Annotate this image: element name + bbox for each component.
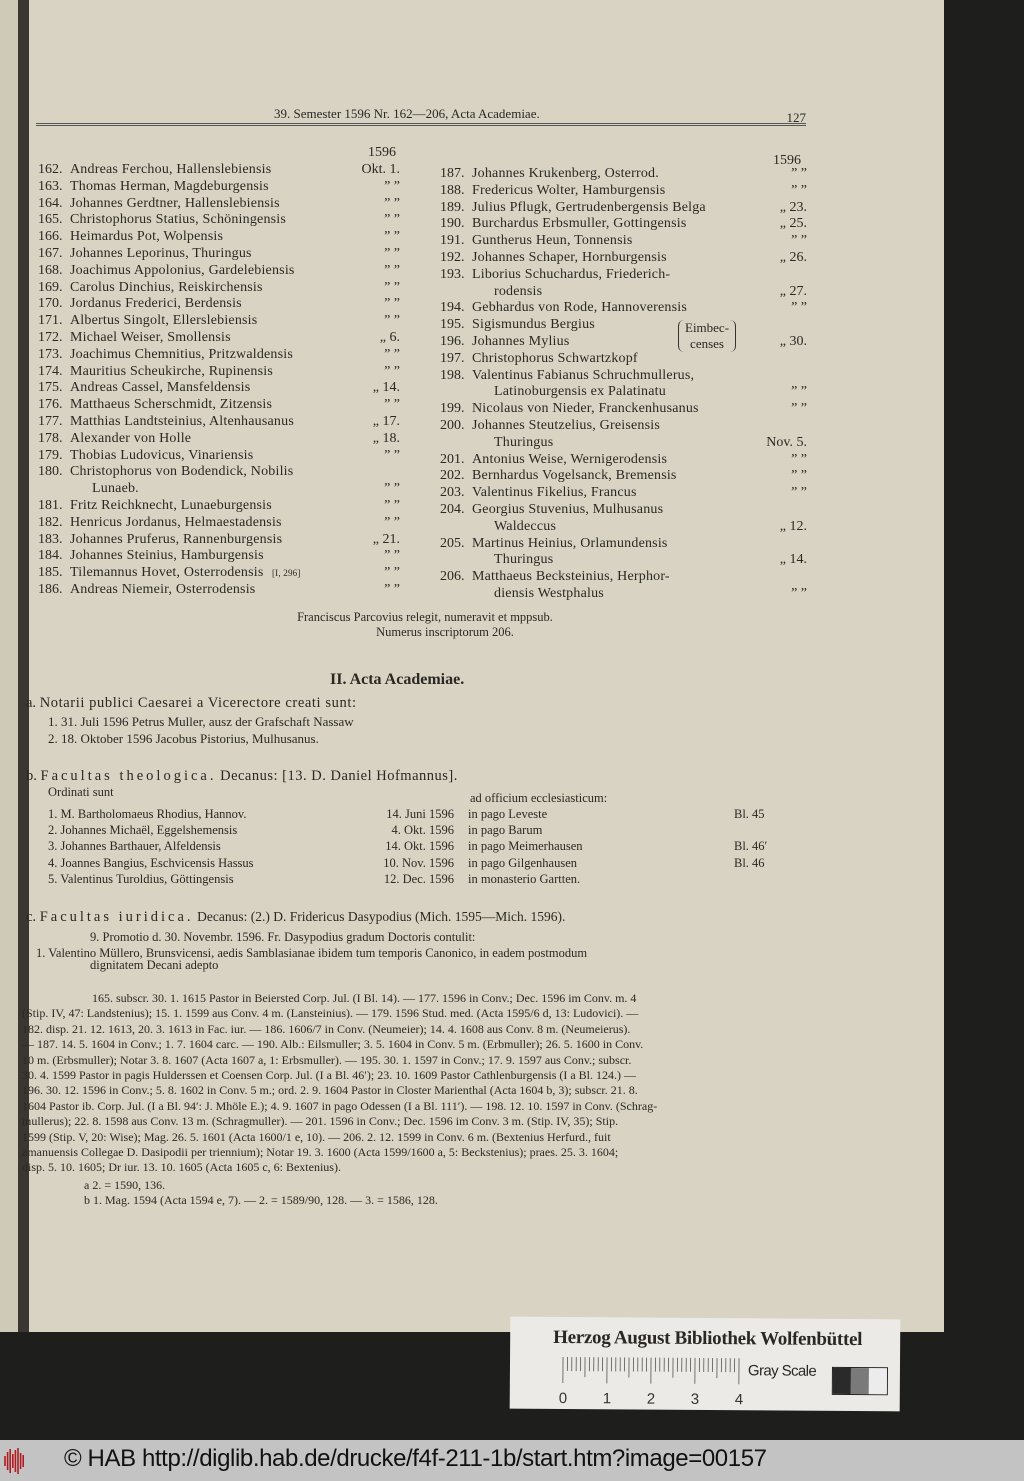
entry-name: Matthias Landtsteinius, Altenhausanus	[70, 413, 294, 429]
list-entry	[38, 515, 400, 532]
library-color-card	[510, 1317, 901, 1412]
entry-name: Christophorus von Bodendick, Nobilis	[70, 464, 294, 480]
list-entry	[38, 397, 400, 414]
brace-label-2: censes	[690, 336, 724, 352]
entry-name: Julius Pflugk, Gertrudenbergensis Belga	[472, 199, 706, 215]
entry-date: ” ”	[384, 195, 400, 211]
ordinand-name: 1. M. Bartholomaeus Rhodius, Hannov.	[48, 807, 247, 821]
entry-number: 177.	[38, 413, 63, 429]
list-entry	[38, 313, 400, 330]
brace-label	[678, 320, 736, 352]
entry-date: ” ”	[791, 485, 807, 501]
closing-line-2: Numerus inscriptorum 206.	[376, 625, 514, 639]
section-c-heading: Facultas iuridica.	[39, 909, 194, 925]
entry-date: ” ”	[384, 581, 400, 597]
entry-number: 205.	[440, 535, 465, 551]
entry-date	[755, 368, 807, 385]
ordinand-name: 4. Joannes Bangius, Eschvicensis Hassus	[48, 855, 254, 870]
entry-date: ” ”	[384, 229, 400, 245]
entry-date: ” ”	[384, 313, 400, 329]
entry-number: 201.	[440, 451, 465, 467]
list-entry	[440, 569, 807, 586]
entry-date	[354, 464, 400, 481]
entry-number: 199.	[440, 401, 465, 417]
entry-number: 183.	[38, 531, 63, 547]
ordination-place: in pago Meimerhausen	[468, 839, 583, 854]
entry-name: Joachimus Appolonius, Gardelebiensis	[70, 262, 295, 278]
entry-date: ” ”	[791, 468, 807, 484]
list-entry	[38, 565, 400, 582]
entry-date: ” ”	[791, 166, 807, 181]
ruler-label: 4	[734, 1391, 744, 1409]
entry-date: „ 30.	[779, 333, 807, 349]
list-entry	[38, 280, 400, 297]
entry-name: Fritz Reichknecht, Lunaeburgensis	[70, 497, 272, 513]
ordinand-name: 2. Johannes Michaël, Eggelshemensis	[48, 823, 238, 838]
entry-number: 162.	[38, 162, 63, 177]
entry-name: Christophorus Statius, Schöningensis	[70, 212, 287, 228]
entry-date: ” ”	[791, 585, 807, 601]
list-entry	[440, 250, 807, 267]
footnote-line: 196. 30. 12. 1596 in Conv.; 5. 8. 1602 in Conv. 5 m.; ord. 2. 9. 1604 Pastor in Closter Marienthal (Acta 1604 b, 3); subscr. 21. 8.	[22, 1083, 638, 1098]
entry-number: 193.	[440, 266, 465, 282]
entry-number: 182.	[38, 514, 63, 530]
footnote-line: 30. 4. 1599 Pastor in pagis Hulderssen et Coensen Corp. Jul. (I a Bl. 46′); 23. 10. 1609 Pastor Cathlenburgensis (I a Bl. 124.) —	[22, 1068, 637, 1083]
footer-url[interactable]: © HAB http://diglib.hab.de/drucke/f4f-211-1b/start.htm?image=00157	[64, 1445, 767, 1472]
brace-group	[440, 317, 807, 367]
entry-date: ” ”	[384, 279, 400, 295]
list-entry	[440, 334, 807, 351]
entry-number: 203.	[440, 485, 465, 501]
footnote-line: 182. disp. 21. 12. 1613, 20. 3. 1613 in Fac. iur. — 186. 1606/7 in Conv. (Neumeier); 14. 4. 1608 aus Conv. 8 m. (Neumeierus).	[22, 1021, 631, 1036]
list-entry	[38, 296, 400, 313]
list-entry	[38, 347, 400, 364]
list-entry	[440, 284, 807, 301]
footnote-a: a 2. = 1590, 136.	[84, 1177, 166, 1192]
entry-name: Heimardus Pot, Wolpensis	[70, 229, 224, 245]
entry-date: ” ”	[384, 548, 400, 564]
entry-date: ” ”	[791, 233, 807, 249]
entry-name: Johannes Schaper, Hornburgensis	[472, 249, 667, 265]
section-a	[26, 695, 786, 747]
list-entry	[38, 481, 400, 498]
entry-date	[755, 536, 807, 553]
ordination-row	[48, 806, 796, 822]
section-c-decanus: Decanus: (2.) D. Fridericus Dasypodius (Mich. 1595—Mich. 1596).	[197, 909, 566, 924]
gray-scale-patches	[832, 1367, 888, 1395]
entry-date: ” ”	[791, 451, 807, 467]
entry-name: Johannes Pruferus, Rannenburgensis	[70, 531, 283, 547]
entry-number: 171.	[38, 313, 63, 329]
footnote-line: 165. subscr. 30. 1. 1615 Pastor in Beiersted Corp. Jul. (I Bl. 14). — 177. 1596 in Conv.; Dec. 1596 im Conv. m. 4	[92, 991, 637, 1005]
footnote-line: 1599 (Stip. V, 20: Wise); Mag. 26. 5. 1601 (Acta 1600/1 e, 10). — 206. 2. 12. 1599 in Conv. 6 m. (Bextenius Herfurd., fuit	[22, 1129, 611, 1144]
entry-number: 172.	[38, 329, 63, 345]
ordination-place: in pago Barum	[468, 823, 543, 838]
entry-date: Okt. 1.	[361, 162, 400, 177]
entry-name: Albertus Singolt, Ellerslebiensis	[70, 313, 258, 329]
entry-date: ” ”	[384, 346, 400, 362]
entry-name: Burchardus Erbsmuller, Gottingensis	[472, 216, 687, 232]
list-entry	[440, 519, 807, 536]
list-entry	[38, 431, 400, 448]
list-entry	[38, 448, 400, 465]
entry-name: Johannes Leporinus, Thuringus	[70, 245, 252, 261]
entry-note: [I, 296]	[269, 568, 301, 579]
entry-name: Martinus Heinius, Orlamundensis	[472, 535, 668, 551]
ordination-date: 14. Juni 1596	[386, 807, 454, 821]
promotio-item: 1. Valentino Müllero, Brunsvicensi, aedis Samblasianae ibidem tum temporis Canonico, in eadem postmodum	[36, 946, 588, 960]
entry-date: „ 23.	[779, 199, 807, 215]
page-number: 127	[786, 110, 806, 125]
ruler-label: 0	[558, 1389, 568, 1408]
entry-number: 169.	[38, 279, 63, 295]
ordination-place: in pago Gilgenhausen	[468, 855, 578, 870]
entry-name: Latinoburgensis ex Palatinatu	[494, 384, 666, 400]
entry-date: ” ”	[384, 178, 400, 194]
entry-name: rodensis	[494, 283, 543, 299]
list-entry	[38, 330, 400, 347]
closing-line-1: Franciscus Parcovius relegit, numeravit et mppsub.	[297, 610, 553, 624]
section-c-mark: c.	[26, 909, 37, 925]
ruler-label: 1	[602, 1390, 612, 1408]
footnote-line: (Stip. IV, 47: Landstenius); 15. 1. 1599 aus Conv. 4 m. (Lansteinius). — 179. 1596 Stud. med. (Acta 1595/6 d, 13: Ludovici). —	[22, 1006, 639, 1021]
running-header	[36, 104, 806, 126]
section-c	[26, 908, 796, 973]
entry-date: „ 6.	[379, 329, 400, 345]
entry-name: Sigismundus Bergius	[472, 317, 595, 333]
entry-date: „ 14.	[779, 552, 807, 568]
list-entry	[440, 300, 807, 317]
entry-name: Guntherus Heun, Tonnensis	[472, 233, 633, 249]
entry-number: 181.	[38, 497, 63, 513]
entry-number	[440, 519, 472, 536]
ordination-row	[48, 855, 796, 871]
list-entry	[38, 582, 400, 599]
entry-number	[440, 284, 472, 301]
entry-date: ” ”	[791, 401, 807, 417]
entry-number: 191.	[440, 233, 465, 249]
list-entry	[38, 246, 400, 263]
entry-name: Johannes Gerdtner, Hallenslebiensis	[70, 195, 280, 211]
list-entry	[440, 401, 807, 418]
entry-number: 164.	[38, 195, 63, 211]
list-entry	[440, 536, 807, 553]
ordination-row	[48, 822, 796, 838]
entry-name: Mauritius Scheukirche, Rupinensis	[70, 363, 273, 379]
list-entry	[440, 368, 807, 385]
section-a-heading: Notarii publici Caesarei a Vicerectore creati sunt:	[39, 695, 357, 711]
entry-name: Thuringus	[494, 434, 554, 450]
entry-number: 170.	[38, 296, 63, 312]
notary-item: 1. 31. Juli 1596 Petrus Muller, ausz der Grafschaft Nassaw	[48, 714, 354, 729]
footnote-line: amanuensis Collegae D. Dasipodii per triennium); Notar 19. 3. 1600 (Acta 1599/1600 a, 5: Beckstenius); praes. 25. 3. 1604;	[22, 1145, 619, 1160]
section-a-mark: a.	[26, 695, 37, 711]
entry-date: „ 12.	[779, 518, 807, 534]
entry-number: 195.	[440, 317, 465, 333]
entry-number	[440, 435, 472, 452]
entry-name: Valentinus Fikelius, Francus	[472, 485, 637, 501]
entry-name: Gebhardus von Rode, Hannoverensis	[472, 300, 688, 316]
list-entry	[38, 196, 400, 213]
list-entry	[440, 552, 807, 569]
entry-date: ” ”	[384, 397, 400, 413]
entry-name: Jordanus Frederici, Berdensis	[70, 296, 242, 312]
card-title: Herzog August Bibliothek Wolfenbüttel	[553, 1326, 863, 1351]
list-entry	[440, 166, 807, 183]
ordination-date: 14. Okt. 1596	[385, 839, 454, 854]
entry-number: 204.	[440, 501, 465, 517]
section-title: II. Acta Academiae.	[330, 671, 465, 688]
ordinand-name: 3. Johannes Barthauer, Alfeldensis	[48, 839, 221, 854]
entry-name: Thomas Herman, Magdeburgensis	[70, 178, 269, 194]
ordination-ref: Bl. 46′	[734, 839, 768, 854]
entry-number: 202.	[440, 468, 465, 484]
entry-name: Johannes Steinius, Hamburgensis	[70, 548, 264, 564]
entry-name: Nicolaus von Nieder, Franckenhusanus	[472, 401, 699, 417]
entry-date: „ 18.	[372, 430, 400, 446]
entry-name: Fredericus Wolter, Hamburgensis	[472, 182, 666, 198]
entry-date: ” ”	[384, 262, 400, 278]
entry-number: 184.	[38, 548, 63, 564]
list-entry	[440, 200, 807, 217]
entry-number: 188.	[440, 182, 465, 198]
gray-patch	[833, 1368, 851, 1394]
previous-page-edge	[0, 0, 18, 1332]
promotio-line: 9. Promotio d. 30. Novembr. 1596. Fr. Dasypodius gradum Doctoris contulit:	[90, 930, 476, 944]
entry-name: diensis Westphalus	[494, 585, 604, 601]
entry-number: 165.	[38, 212, 63, 228]
entry-date: ” ”	[791, 182, 807, 198]
ordination-row	[48, 838, 796, 854]
entry-number: 163.	[38, 178, 63, 194]
list-entry	[38, 229, 400, 246]
ruler-label: 3	[690, 1390, 700, 1408]
entry-number	[38, 481, 70, 498]
ordinati-label: Ordinati sunt	[48, 785, 114, 799]
list-entry	[440, 233, 807, 250]
entry-number: 180.	[38, 464, 63, 480]
entry-date: „ 17.	[372, 413, 400, 429]
entry-number: 194.	[440, 300, 465, 316]
entry-date	[755, 418, 807, 435]
list-entry	[440, 216, 807, 233]
list-entry	[38, 498, 400, 515]
entry-number: 187.	[440, 166, 465, 181]
entry-name: Johannes Steutzelius, Greisensis	[472, 417, 660, 433]
list-entry	[440, 468, 807, 485]
ordinand-name: 5. Valentinus Turoldius, Göttingensis	[48, 871, 234, 886]
entry-date: „ 27.	[779, 283, 807, 299]
entry-number: 173.	[38, 346, 63, 362]
entry-number: 176.	[38, 397, 63, 413]
entry-name: Matthaeus Becksteinius, Herphor-	[472, 569, 670, 585]
entry-number: 206.	[440, 569, 465, 585]
footnotes	[22, 991, 792, 1209]
entry-name: Andreas Ferchou, Hallenslebiensis	[70, 162, 272, 177]
entry-name: Alexander von Holle	[70, 430, 192, 446]
entry-name: Bernhardus Vogelsanck, Bremensis	[472, 468, 677, 484]
list-entry	[38, 179, 400, 196]
list-entry	[440, 267, 807, 284]
ordination-row	[48, 871, 796, 887]
entry-number: 179.	[38, 447, 63, 463]
entry-name: Georgius Stuvenius, Mulhusanus	[472, 501, 664, 517]
entry-name: Waldeccus	[494, 518, 557, 534]
section-b-heading: Facultas theologica.	[40, 768, 217, 784]
list-entry	[38, 532, 400, 549]
entry-number: 168.	[38, 262, 63, 278]
entry-number: 178.	[38, 430, 63, 446]
entry-name: Valentinus Fabianus Schruchmullerus,	[472, 367, 695, 383]
entry-date: ” ”	[384, 296, 400, 312]
entry-number: 198.	[440, 367, 465, 383]
footnote-line: disp. 5. 10. 1605; Dr iur. 13. 10. 1605 (Acta 1605 c, 6: Bextenius).	[22, 1160, 341, 1175]
ordination-ref: Bl. 46	[734, 855, 765, 870]
brace-label-1: Eimbec-	[685, 320, 730, 336]
list-entry	[440, 452, 807, 469]
ad-officium-label: ad officium ecclesiasticum:	[470, 791, 608, 805]
entry-name: Thobias Ludovicus, Vinariensis	[70, 447, 254, 463]
entry-name: Andreas Niemeir, Osterrodensis	[70, 581, 256, 597]
entry-date	[755, 569, 807, 586]
section-b	[26, 768, 796, 887]
matriculation-list-right	[440, 153, 807, 603]
list-entry	[38, 380, 400, 397]
gray-patch	[851, 1368, 869, 1394]
entry-date: ” ”	[384, 212, 400, 228]
list-entry	[440, 435, 807, 452]
entry-number: 200.	[440, 417, 465, 433]
entry-date: „ 25.	[779, 216, 807, 232]
list-entry	[440, 485, 807, 502]
entry-number: 167.	[38, 245, 63, 261]
entry-date	[755, 351, 807, 368]
entry-date: ” ”	[384, 481, 400, 497]
entry-date: „ 26.	[779, 249, 807, 265]
entry-date: ” ”	[384, 497, 400, 513]
entry-name: Andreas Cassel, Mansfeldensis	[70, 380, 251, 396]
ordination-date: 12. Dec. 1596	[383, 871, 454, 886]
ordination-place: in monasterio Gartten.	[468, 871, 581, 886]
gray-patch	[869, 1368, 887, 1394]
list-entry	[440, 317, 807, 334]
entry-date: ” ”	[384, 514, 400, 530]
entry-name: Thuringus	[494, 552, 554, 568]
ruler	[558, 1355, 748, 1408]
entry-number: 192.	[440, 249, 465, 265]
ordination-date: 10. Nov. 1596	[383, 855, 454, 870]
hab-logo-icon	[4, 1448, 26, 1474]
entry-number: 166.	[38, 229, 63, 245]
entry-date	[755, 317, 807, 334]
matriculation-list-left	[38, 145, 400, 599]
footnote-line: — 187. 14. 5. 1604 in Conv.; 1. 7. 1604 carc. — 190. Alb.: Eilsmuller; 3. 5. 1604 in Conv. 5 m. (Erbmuller); 26. 5. 1600 in Conv.	[22, 1037, 644, 1052]
entry-number: 174.	[38, 363, 63, 379]
list-entry	[440, 586, 807, 603]
entry-number: 186.	[38, 581, 63, 597]
entry-date: ” ”	[384, 363, 400, 379]
section-b-decanus: Decanus: [13. D. Daniel Hofmannus].	[220, 768, 458, 784]
entry-name: Joachimus Chemnitius, Pritzwaldensis	[70, 346, 294, 362]
entry-date: „ 21.	[372, 531, 400, 547]
entry-number	[440, 384, 472, 401]
entry-number: 197.	[440, 350, 465, 366]
entry-name: Christophorus Schwartzkopf	[472, 350, 638, 366]
footnote-line: mullerus); 22. 8. 1598 aus Conv. 13 m. (Schragmuller). — 201. 1596 in Conv.; Dec. 1596 im Conv. 3 m. (Stip. IV, 35); Stip.	[22, 1114, 619, 1129]
list-entry	[440, 418, 807, 435]
entry-name: Johannes Krukenberg, Osterrod.	[472, 166, 659, 181]
ordination-ref: Bl. 45	[734, 807, 765, 821]
entry-name: Michael Weiser, Smollensis	[70, 329, 231, 345]
list-entry	[440, 183, 807, 200]
list-entry	[38, 162, 400, 179]
entry-date: „ 14.	[372, 380, 400, 396]
list-entry	[38, 212, 400, 229]
entry-date: Nov. 5.	[766, 434, 807, 450]
entry-name: Carolus Dinchius, Reiskirchensis	[70, 279, 263, 295]
entry-name: Liborius Schuchardus, Friederich-	[472, 266, 671, 282]
entry-date: ” ”	[384, 447, 400, 463]
list-entry	[38, 548, 400, 565]
entry-number: 185.	[38, 565, 63, 581]
notary-item: 2. 18. Oktober 1596 Jacobus Pistorius, Mulhusanus.	[48, 730, 319, 746]
promotio-item-cont: dignitatem Decani adepto	[90, 958, 219, 972]
ordination-place: in pago Leveste	[468, 807, 548, 821]
footnote-line: 1604 Pastor ib. Corp. Jul. (I a Bl. 94′: J. Mhöle E.); 4. 9. 1607 in pago Odessen (I a Bl. 111′). — 198. 12. 10. 1597 in Conv. (Schrag-	[22, 1098, 658, 1113]
entry-name: Tilemannus Hovet, Osterrodensis [I, 296]	[70, 565, 301, 581]
year-heading: 1596	[368, 145, 396, 160]
list-entry	[440, 502, 807, 519]
entry-date	[755, 502, 807, 519]
entry-date: ” ”	[791, 384, 807, 400]
list-entry	[440, 384, 807, 401]
entry-date	[755, 267, 807, 284]
year-heading: 1596	[773, 153, 801, 168]
entry-name: Johannes Mylius	[472, 333, 570, 349]
entry-name: Lunaeb.	[92, 481, 139, 497]
entry-name: Antonius Weise, Wernigerodensis	[472, 451, 668, 467]
entry-number: 196.	[440, 333, 465, 349]
entry-number: 189.	[440, 199, 465, 215]
footnote-b: b 1. Mag. 1594 (Acta 1594 e, 7). — 2. = 1589/90, 128. — 3. = 1586, 128.	[84, 1193, 438, 1208]
list-entry	[38, 263, 400, 280]
entry-date: ” ”	[384, 245, 400, 261]
entry-number: 190.	[440, 216, 465, 232]
ordination-date: 4. Okt. 1596	[391, 823, 454, 838]
entry-number	[440, 586, 472, 603]
footer-bar	[0, 1440, 1024, 1481]
entry-name: Henricus Jordanus, Helmaestadensis	[70, 514, 282, 530]
closing-note	[200, 610, 600, 640]
entry-date: ” ”	[384, 565, 400, 581]
section-b-mark: b.	[26, 768, 37, 784]
entry-date: ” ”	[791, 300, 807, 316]
list-entry	[38, 364, 400, 381]
gray-scale-label: Gray Scale	[747, 1362, 817, 1380]
entry-number: 175.	[38, 380, 63, 396]
entry-name: Matthaeus Scherschmidt, Zitzensis	[70, 397, 273, 413]
list-entry	[440, 351, 807, 368]
list-entry	[38, 414, 400, 431]
header-title: 39. Semester 1596 Nr. 162—206, Acta Academiae.	[274, 106, 540, 121]
ruler-label: 2	[646, 1390, 656, 1408]
footnote-line: 10 m. (Erbsmuller); Notar 3. 8. 1607 (Acta 1607 a, 1: Erbsmuller). — 195. 30. 1. 1597 in Conv.; 17. 9. 1597 aus Conv.; subscr.	[22, 1052, 632, 1067]
list-entry	[38, 464, 400, 481]
entry-number	[440, 552, 472, 569]
